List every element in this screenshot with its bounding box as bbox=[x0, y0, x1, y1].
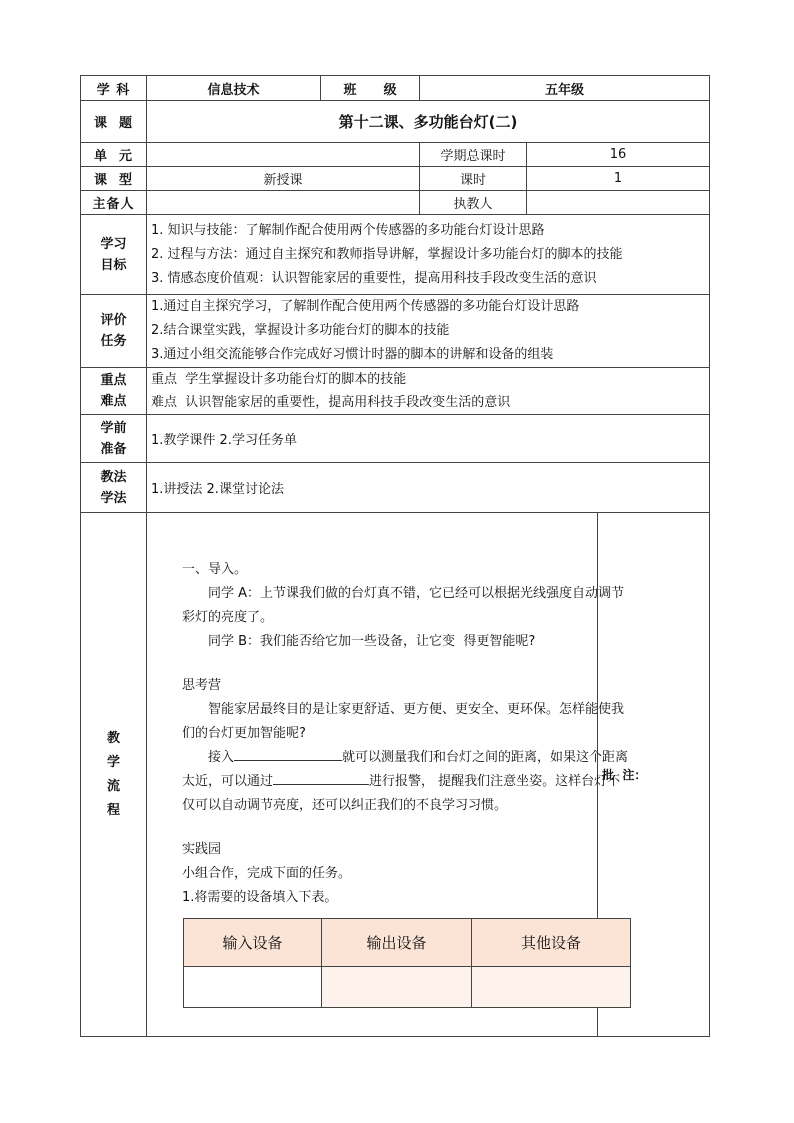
device-cell-other[interactable] bbox=[472, 967, 631, 1008]
teacher-value bbox=[527, 191, 710, 215]
topic-title: 第十二课、多功能台灯(二) bbox=[147, 101, 710, 143]
preparer-value bbox=[147, 191, 420, 215]
preparation-label: 学前 准备 bbox=[81, 415, 147, 463]
key-points-list bbox=[147, 368, 710, 415]
grade-label: 班 级 bbox=[321, 76, 420, 101]
subject-label: 学 科 bbox=[81, 76, 147, 101]
key-points-label: 重点 难点 bbox=[81, 368, 147, 415]
fill-blank-1[interactable] bbox=[234, 746, 342, 761]
objectives-label: 学习 目标 bbox=[81, 215, 147, 295]
unit-value bbox=[147, 143, 420, 167]
device-cell-input[interactable] bbox=[184, 967, 322, 1008]
lesson-hours-label: 课时 bbox=[420, 167, 527, 191]
unit-label: 单 元 bbox=[81, 143, 147, 167]
grade-value: 五年级 bbox=[420, 76, 710, 101]
practice-heading: 实践园 bbox=[182, 842, 222, 857]
key-point-item: 难点 认识智能家居的重要性，提高用科技手段改变生活的意识 bbox=[151, 395, 511, 410]
device-header-input: 输入设备 bbox=[184, 919, 322, 967]
flow-text bbox=[182, 558, 632, 910]
total-hours-value: 16 bbox=[527, 143, 710, 167]
objectives-list bbox=[147, 215, 710, 295]
student-a-line: 同学 A：上节课我们做的台灯真不错，它已经可以根据光线强度自动调节彩灯的亮度了。 bbox=[182, 586, 625, 625]
preparer-label: 主备人 bbox=[81, 191, 147, 215]
topic-label: 课 题 bbox=[81, 101, 147, 143]
evaluation-item: 2.结合课堂实践，掌握设计多功能台灯的脚本的技能 bbox=[151, 323, 450, 338]
practice-task: 1.将需要的设备填入下表。 bbox=[182, 890, 338, 905]
evaluation-list bbox=[147, 295, 710, 368]
fill-blank-2[interactable] bbox=[273, 770, 369, 785]
device-table bbox=[183, 918, 631, 1008]
think-heading: 思考营 bbox=[182, 678, 222, 693]
teacher-label: 执教人 bbox=[420, 191, 527, 215]
device-cell-output[interactable] bbox=[322, 967, 472, 1008]
objective-item: 3. 情感态度价值观：认识智能家居的重要性，提高用科技手段改变生活的意识 bbox=[151, 270, 597, 286]
lesson-type-value: 新授课 bbox=[147, 167, 420, 191]
lesson-plan-table bbox=[80, 75, 710, 1037]
evaluation-label: 评价 任务 bbox=[81, 295, 147, 368]
objective-item: 1. 知识与技能：了解制作配合使用两个传感器的多功能台灯设计思路 bbox=[151, 222, 545, 238]
methods-label: 教法 学法 bbox=[81, 463, 147, 513]
key-point-item: 重点 学生掌握设计多功能台灯的脚本的技能 bbox=[151, 372, 407, 387]
lesson-hours-value: 1 bbox=[527, 167, 710, 191]
methods-value: 1.讲授法 2.课堂讨论法 bbox=[147, 463, 710, 513]
device-header-output: 输出设备 bbox=[322, 919, 472, 967]
intro-heading: 一、导入。 bbox=[182, 562, 248, 577]
total-hours-label: 学期总课时 bbox=[420, 143, 527, 167]
fill-in-paragraph: 接入 就可以测量我们和台灯之间的距离，如果这个距离太近，可以通过 进行报警， 提醒我们注意坐姿。这样台灯不仅可以自动调节亮度，还可以纠正我们的不良学习习惯。 bbox=[182, 746, 632, 818]
preparation-value: 1.教学课件 2.学习任务单 bbox=[147, 415, 710, 463]
device-header-other: 其他设备 bbox=[472, 919, 631, 967]
student-b-line: 同学 B：我们能否给它加一些设备，让它变 得更智能呢? bbox=[208, 634, 536, 649]
flow-label: 教 学 流 程 bbox=[81, 513, 147, 1037]
practice-intro: 小组合作，完成下面的任务。 bbox=[182, 866, 352, 881]
evaluation-item: 3.通过小组交流能够合作完成好习惯计时器的脚本的讲解和设备的组装 bbox=[151, 347, 554, 362]
lesson-type-label: 课 型 bbox=[81, 167, 147, 191]
objective-item: 2. 过程与方法：通过自主探究和教师指导讲解，掌握设计多功能台灯的脚本的技能 bbox=[151, 246, 623, 262]
notes-label: 批 注： bbox=[598, 513, 710, 1037]
evaluation-item: 1.通过自主探究学习，了解制作配合使用两个传感器的多功能台灯设计思路 bbox=[151, 299, 580, 314]
think-text: 智能家居最终目的是让家更舒适、更方便、更安全、更环保。怎样能使我们的台灯更加智能呢? bbox=[182, 702, 625, 741]
subject-value: 信息技术 bbox=[147, 76, 321, 101]
